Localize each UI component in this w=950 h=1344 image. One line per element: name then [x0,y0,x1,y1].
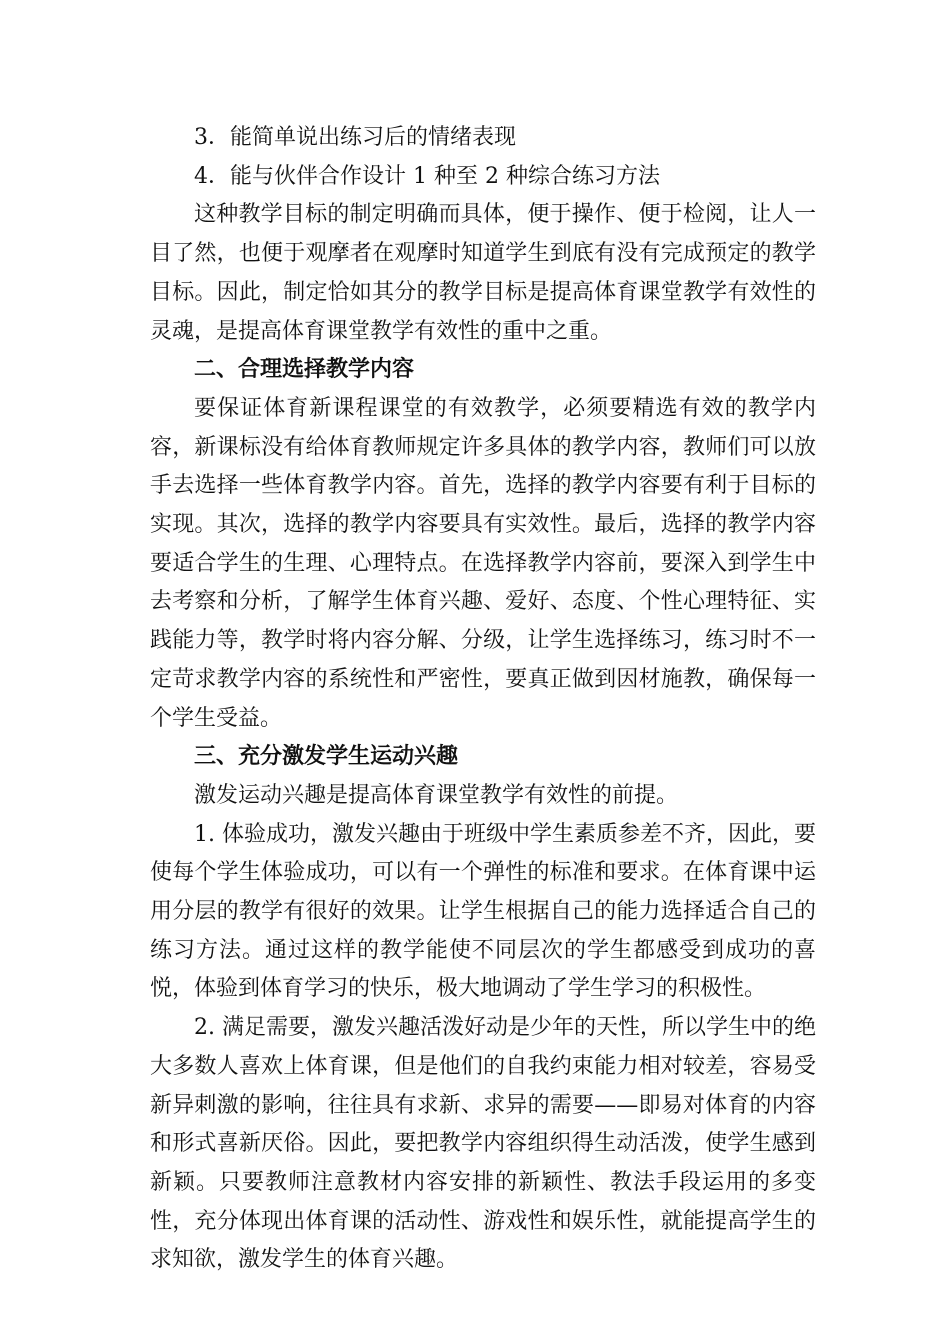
body-paragraph-objectives: 这种教学目标的制定明确而具体，便于操作、便于检阅，让人一目了然，也便于观摩者在观摩时知道学生到底有没有完成预定的教学目标。因此，制定恰如其分的教学目标是提高体育课堂教学有效性的灵魂，是提高体育课堂教学有效性的重中之重。 [150,202,816,344]
body-paragraph-content-selection: 要保证体育新课程课堂的有效教学，必须要精选有效的教学内容，新课标没有给体育教师规定许多具体的教学内容，教师们可以放手去选择一些体育教学内容。首先，选择的教学内容要有利于目标的实现。其次，选择的教学内容要具有实效性。最后，选择的教学内容要适合学生的生理、心理特点。在选择教学内容前，要深入到学生中去考察和分析，了解学生体育兴趣、爱好、态度、个性心理特征、实践能力等，教学时将内容分解、分级，让学生选择练习，练习时不一定苛求教学内容的系统性和严密性，要真正做到因材施教，确保每一个学生受益。 [150,395,816,731]
list-item-3: 3．能简单说出练习后的情绪表现 [194,125,516,150]
section-heading-2: 二、合理选择教学内容 [194,357,415,383]
document-body [150,119,816,1280]
body-paragraph-interest-premise: 激发运动兴趣是提高体育课堂教学有效性的前提。 [194,782,679,808]
list-item-4: 4．能与伙伴合作设计 1 种至 2 种综合练习方法 [194,163,660,189]
section-heading-3: 三、充分激发学生运动兴趣 [194,744,459,770]
body-paragraph-meet-needs: 2. 满足需要，激发兴趣活泼好动是少年的天性，所以学生中的绝大多数人喜欢上体育课，但是他们的自我约束能力相对较差，容易受新异刺激的影响，往往具有求新、求异的需要——即易对体育的内容和形式喜新厌俗。因此，要把教学内容组织得生动活泼，使学生感到新颖。只要教师注意教材内容安排的新颖性、教法手段运用的多变性，充分体现出体育课的活动性、游戏性和娱乐性，就能提高学生的求知欲，激发学生的体育兴趣。 [150,1015,816,1273]
body-paragraph-experience-success: 1. 体验成功，激发兴趣由于班级中学生素质参差不齐，因此，要使每个学生体验成功，可以有一个弹性的标准和要求。在体育课中运用分层的教学有很好的效果。让学生根据自己的能力选择适合自己的练习方法。通过这样的教学能使不同层次的学生都感受到成功的喜悦，体验到体育学习的快乐，极大地调动了学生学习的积极性。 [150,821,816,1002]
